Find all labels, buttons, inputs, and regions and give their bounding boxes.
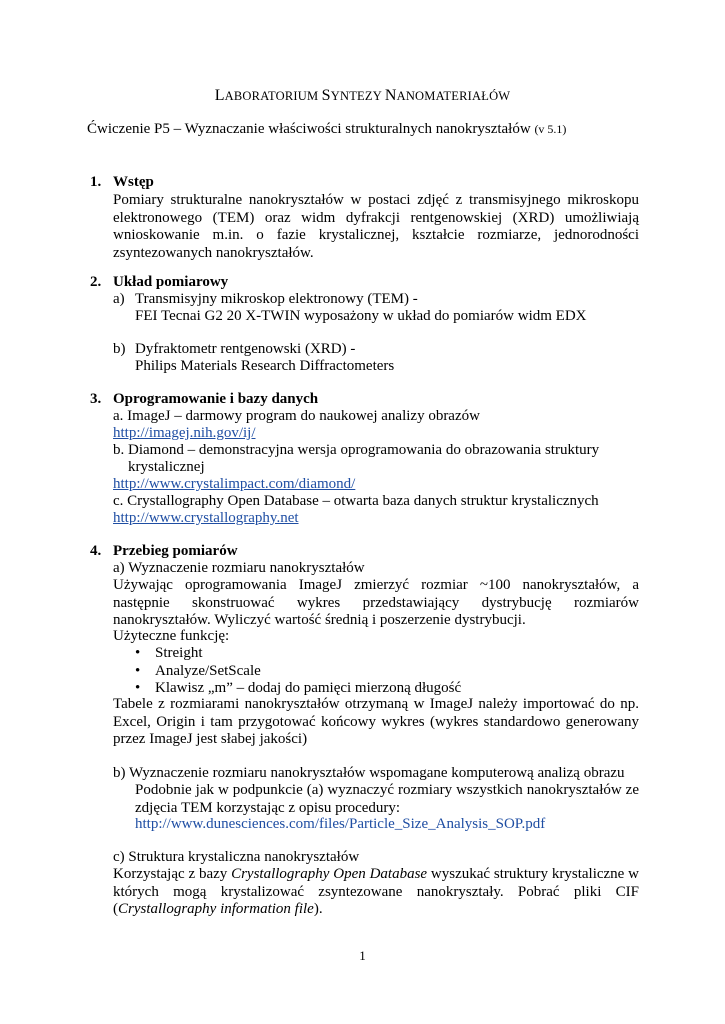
section-4-a-body: Używając oprogramowania ImageJ zmierzyć rozmiar ~100 nanokryształów, a następnie skonstruować wykres przedstawiający dystrybucję rozmiarów nanokryształów. Wyliczyć wartość średnią i poszerzenie dystrybucji. (113, 577, 639, 628)
section-2-b-label: b) (113, 341, 126, 357)
imagej-link[interactable]: http://imagej.nih.gov/ij/ (113, 425, 256, 441)
diamond-link[interactable]: http://www.crystalimpact.com/diamond/ (113, 476, 356, 492)
crystallography-link[interactable]: http://www.crystallography.net (113, 510, 299, 526)
section-2-a-line1: Transmisyjny mikroskop elektronowy (TEM) - (135, 291, 418, 307)
section-3-a-text: a. ImageJ – darmowy program do naukowej analizy obrazów (113, 408, 480, 424)
bullet-item: • Klawisz „m” – dodaj do pamięci mierzoną długość (131, 680, 631, 698)
section-2-number: 2. (90, 274, 102, 290)
title-part: L (214, 87, 225, 104)
section-2-a-label: a) (113, 291, 125, 307)
bullet-item: • Analyze/SetScale (131, 663, 631, 681)
section-4-a-table-note: Tabele z rozmiarami nanokryształów otrzymaną w ImageJ należy importować do np. Excel, Origin i tam przygotować końcowy wykres (wykres standardowo generowany przez ImageJ jest słabej jakości) (113, 696, 639, 747)
document-title (0, 87, 725, 106)
section-4-c-heading: c) Struktura krystaliczna nanokryształów (113, 849, 360, 865)
section-3-b-text1: b. Diamond – demonstracyjna wersja oprogramowania do obrazowania struktury (113, 442, 600, 458)
cod-name: Crystallography Open Database (231, 866, 428, 882)
title-part: S (321, 87, 331, 104)
title-part: ANOMATERIAŁÓW (396, 89, 511, 103)
section-4-title: Przebieg pomiarów (113, 543, 238, 559)
section-4-b-heading: b) Wyznaczenie rozmiaru nanokryształów wspomagane komputerową analizą obrazu (113, 765, 625, 781)
section-3-number: 3. (90, 391, 102, 407)
section-2-b-line2: Philips Materials Research Diffractometers (135, 358, 395, 374)
cif-expansion: Crystallography information file (118, 901, 314, 917)
title-part: N (384, 87, 397, 104)
section-1-number: 1. (90, 174, 102, 190)
subtitle-text: Ćwiczenie P5 – Wyznaczanie właściwości strukturalnych nanokryształów (87, 121, 531, 137)
section-1-body: Pomiary strukturalne nanokryształów w postaci zdjęć z transmisyjnego mikroskopu elektronowego (TEM) oraz widm dyfrakcji rentgenowskiej (XRD) umożliwiają wnioskowanie m.in. o fazie krystalicznej, kształcie rozmiarze, jednorodności zsyntezowanych nanokryształów. (113, 192, 639, 261)
c-body-mid: wyszukać struktury krystaliczne w których mogą krystalizować zsyntezowane nanokryształy. Pobrać pliki CIF ( (113, 866, 639, 917)
title-part: YNTEZY (330, 89, 385, 103)
section-3-c-text: c. Crystallography Open Database – otwarta baza danych struktur krystalicznych (113, 493, 599, 509)
useful-functions-label: Użyteczne funkcję: (113, 628, 230, 644)
section-2-a-line2: FEI Tecnai G2 20 X-TWIN wyposażony w układ do pomiarów widm EDX (135, 308, 587, 324)
page-number: 1 (359, 948, 366, 963)
section-3-title: Oprogramowanie i bazy danych (113, 391, 319, 407)
c-body-pre: Korzystając z bazy (113, 866, 232, 882)
c-body-post: ). (313, 901, 323, 917)
useful-functions-list (131, 645, 631, 698)
bullet-item: • Streight (131, 645, 631, 663)
section-3-b-text2: krystalicznej (128, 459, 205, 475)
section-1-title: Wstęp (113, 174, 154, 190)
section-4-b-body: Podobnie jak w podpunkcie (a) wyznaczyć rozmiary wszystkich nanokryształów ze zdjęcia TEM korzystając z opisu procedury: (135, 782, 639, 816)
section-2-title: Układ pomiarowy (113, 274, 229, 290)
version-label: (v 5.1) (534, 122, 567, 136)
title-part: ABORATORIUM (224, 89, 322, 103)
section-2-b-line1: Dyfraktometr rentgenowski (XRD) - (135, 341, 356, 357)
section-4-a-heading: a) Wyznaczenie rozmiaru nanokryształów (113, 560, 365, 576)
section-4-c-body (113, 866, 639, 919)
exercise-subtitle (87, 121, 566, 139)
particle-size-sop-link[interactable]: http://www.dunesciences.com/files/Particle_Size_Analysis_SOP.pdf (135, 816, 546, 832)
section-4-number: 4. (90, 543, 102, 559)
